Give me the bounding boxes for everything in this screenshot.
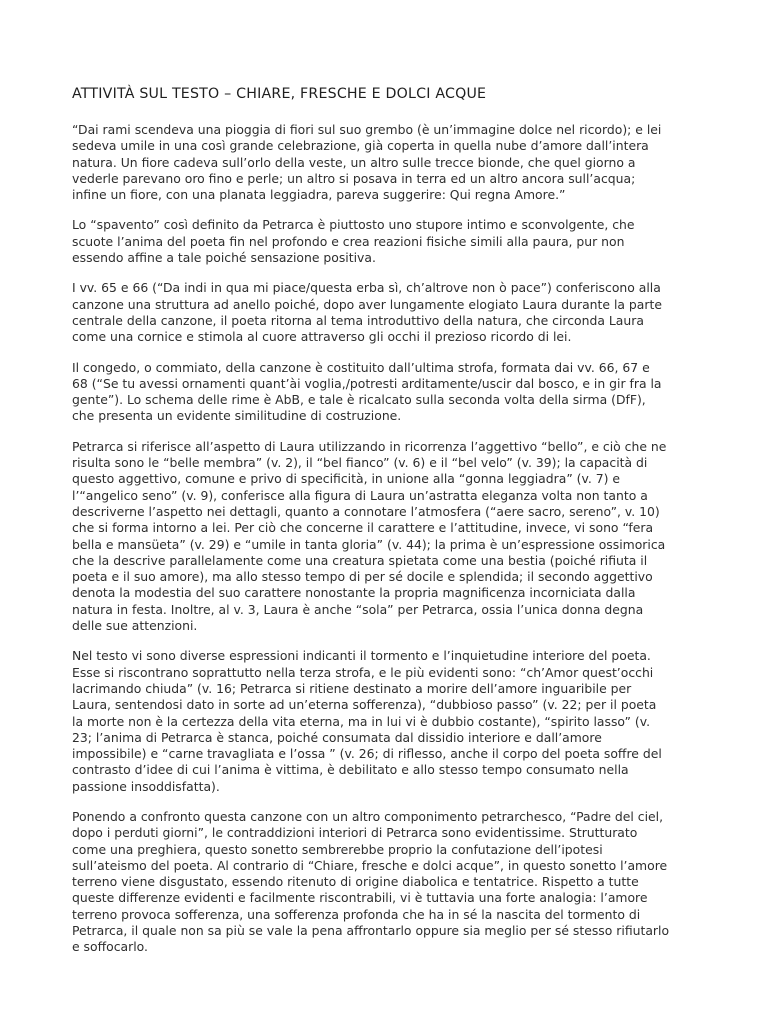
paragraph-comparison: Ponendo a confronto questa canzone con un altro componimento petrarchesco, “Padre del ciel, dopo i perduti giorni”, le contraddizioni interiori di Petrarca sono evidentissime. Strutturato come una preghiera, questo sonetto sembrerebbe proprio la confutazione dell’ipotesi sull’ateismo del poeta. Al contrario di “Chiare, fresche e dolci acque”, in questo sonetto l’amore terreno viene disgustato, essendo ritenuto di origine diabolica e tentatrice. Rispetto a tutte queste differenze evidenti e facilmente riscontrabili, vi è tuttavia una forte analogia: l’amore terreno provoca sofferenza, una sofferenza profonda che ha in sé la nascita del tormento di Petrarca, il quale non sa più se vale la pena affrontarlo oppure sia meglio per sé stesso rifiutarlo e soffocarlo. — [72, 808, 670, 955]
paragraph-spavento: Lo “spavento” così definito da Petrarca è piuttosto uno stupore intimo e sconvolgente, che scuote l’anima del poeta fin nel profondo e crea reazioni fisiche simili alla paura, pur non essendo affine a tale poiché sensazione positiva. — [72, 217, 635, 266]
paragraph-congedo: Il congedo, o commiato, della canzone è costituito dall’ultima strofa, formata dai vv. 66, 67 e 68 (“Se tu avessi ornamenti quant’ài voglia,/potresti arditamente/uscir dal bosco, e in gir fra la gente”). Lo schema delle rime è AbB, e tale è ricalcato sulla seconda volta della sirma (DfF), che presenta un evidente similitudine di costruzione. — [72, 359, 662, 424]
document-page — [72, 84, 700, 970]
paragraph-quote-translation: “Dai rami scendeva una pioggia di fiori sul suo grembo (è un’immagine dolce nel ricordo); e lei sedeva umile in una così grande celebrazione, già coperta in quella nube d’amore dall’intera natura. Un fiore cadeva sull’orlo della veste, un altro sulle trecce bionde, che quel giorno a vederle parevano oro fino e perle; un altro si posava in terra ed un altro ancora sull’acqua; infine un fiore, con una planata leggiadra, pareva suggerire: Qui regna Amore.” — [72, 122, 662, 203]
paragraph-torment: Nel testo vi sono diverse espressioni indicanti il tormento e l’inquietudine interiore del poeta. Esse si riscontrano soprattutto nella terza strofa, e le più evidenti sono: “ch’Amor quest’occhi lacrimando chiuda” (v. 16; Petrarca si ritiene destinato a morire dell’amore inguaribile per Laura, sentendosi dato in sorte ad un’eterna sofferenza), “dubbioso passo” (v. 22; per il poeta la morte non è la certezza della vita eterna, ma in lui vi è dubbio costante), “spirito lasso” (v. 23; l’anima di Petrarca è stanca, poiché consumata dal dissidio interiore e dall’amore impossibile) e “carne travagliata e l’ossa ” (v. 26; di riflesso, anche il corpo del poeta soffre del contrasto d’idee di cui l’anima è vittima, è debilitato e allo stesso tempo consumato nella passione insoddisfatta). — [72, 648, 662, 794]
paragraph-ring-structure: I vv. 65 e 66 (“Da indi in qua mi piace/questa erba sì, ch’altrove non ò pace”) conferiscono alla canzone una struttura ad anello poiché, dopo aver lungamente elogiato Laura durante la parte centrale della canzone, il poeta ritorna al tema introduttivo della natura, che circonda Laura come una cornice e stimola al cuore attraverso gli occhi il prezioso ricordo di lei. — [72, 280, 662, 345]
paragraph-laura-aspect: Petrarca si riferisce all’aspetto di Laura utilizzando in ricorrenza l’aggettivo “bello”, e ciò che ne risulta sono le “belle membra” (v. 2), il “bel fianco” (v. 6) e il “bel velo” (v. 39); la capacità di questo aggettivo, comune e privo di specificità, in unione alla “gonna leggiadra” (v. 7) e l’“angelico seno” (v. 9), conferisce alla figura di Laura un’astratta eleganza volta non tanto a descriverne l’aspetto nei dettagli, quanto a connotare l’atmosfera (“aere sacro, sereno”, v. 10) che si forma intorno a lei. Per ciò che concerne il carattere e l’attitudine, invece, vi sono “fera bella e mansüeta” (v. 29) e “umile in tanta gloria” (v. 44); la prima è un’espressione ossimorica che la descrive parallelamente come una creatura spietata come una bestia (poiché rifiuta il poeta e il suo amore), ma allo stesso tempo di per sé docile e splendida; il secondo aggettivo denota la modestia del suo carattere nonostante la propria magnificenza incorniciata dalla natura in festa. Inoltre, al v. 3, Laura è anche “sola” per Petrarca, ossia l’unica donna degna delle sue attenzioni. — [72, 438, 667, 634]
document-title: ATTIVITÀ SUL TESTO – CHIARE, FRESCHE E DOLCI ACQUE — [72, 86, 487, 102]
